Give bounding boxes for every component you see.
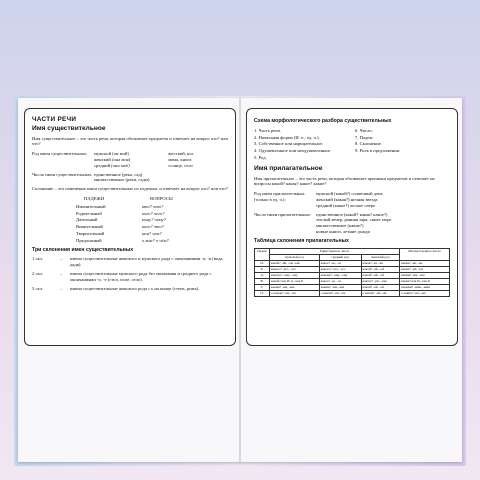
table-cell: какой? -ей, -ой — [361, 266, 400, 272]
case-name: Родительный — [76, 210, 102, 216]
scheme-title: Схема морфологического разбора существительных — [254, 118, 392, 124]
table-cell: какими? -ими, -ыми — [400, 284, 450, 290]
case-row — [76, 231, 196, 237]
left-page — [24, 108, 236, 346]
adjective-gender-row — [254, 191, 450, 208]
table-cell: каких? -их, -ых — [400, 266, 450, 272]
scheme-item: 7. Падеж. — [355, 134, 374, 140]
table-cell: какие? как И., как Р. — [400, 278, 450, 284]
noun-number-row — [32, 172, 228, 184]
table-subheader: женский род — [361, 254, 400, 260]
adjective-number-value: единственное (какой? какая? какое?) — [316, 211, 388, 217]
gender-example: солнце, село — [168, 162, 193, 168]
noun-gender-row — [32, 151, 228, 168]
case-row — [76, 238, 196, 244]
table-cell: о каких? -их, -ых — [400, 290, 450, 296]
adjective-number-value: новые книги, летние дожди — [316, 228, 370, 234]
case-question: кого? что? — [142, 224, 164, 230]
adjective-number-row — [254, 212, 450, 235]
scheme-item: 3. Собственное или нарицательное. — [254, 141, 324, 147]
scheme-list — [254, 128, 450, 163]
gender-value: женский (она моя) — [94, 156, 131, 162]
scheme-item: 1. Часть речи. — [254, 127, 282, 133]
declension-table-title: Таблица склонения прилагательных — [254, 237, 349, 244]
table-cell: какую? -ую, -юю — [361, 278, 400, 284]
declension-number: 3 скл. — [32, 285, 44, 291]
cases-table — [76, 196, 196, 244]
questions-header: ВОПРОСЫ — [150, 195, 173, 201]
case-row — [76, 211, 196, 217]
right-page — [246, 108, 458, 346]
table-cell: какой? как И. п., как Р. — [270, 278, 320, 284]
table-subheader: мужской род — [270, 254, 320, 260]
noun-title: Имя существительное — [32, 124, 106, 132]
gender-example: жесткий, нос — [168, 151, 194, 157]
table-cell: каким? -им, -ым — [270, 284, 320, 290]
declension-item: 1 скл. – имена существительные женского и мужского рода с окончаниями -а, -я (вода, дядя). — [32, 256, 228, 268]
table-cell: о какой? -ей, -ой — [361, 290, 400, 296]
adjective-gender-label: Род имен прилагательных (только в ед. ч.): — [254, 191, 305, 202]
table-subheader: средний род — [319, 254, 361, 260]
case-row — [76, 224, 196, 230]
scheme-item: 2. Начальная форма (И. п., ед. ч.). — [254, 134, 320, 140]
table-cell: какие? -ие, -ые — [400, 260, 450, 266]
adjective-number-value: множественное (какие?) — [316, 223, 364, 229]
case-row — [76, 217, 196, 223]
table-cell: В. — [255, 278, 270, 284]
table-cell: какого? -его, -ого — [319, 266, 361, 272]
table-cell: какой? -ей, -ой — [361, 284, 400, 290]
scheme-item: 9. Роль в предложении. — [355, 148, 401, 154]
number-value: единственное (река, сад) — [94, 171, 143, 177]
table-cell: какой? -ей, -ой — [361, 272, 400, 278]
declension-text: имена существительные женского рода с ь на конце (степь, рожь). — [70, 285, 200, 291]
declension-number: 1 скл. — [32, 256, 44, 262]
declension-text: имена существительные мужского рода без окончания и среднего рода с окончаниями -о, -е (стол, поле, село). — [70, 270, 212, 282]
table-header: Множественное число — [400, 248, 450, 260]
case-name: Дательный — [76, 217, 98, 223]
declension-item: 2 скл. – имена существительные мужского рода без окончания и среднего рода с окончаниями -о, -е (стол, поле, село). — [32, 271, 228, 283]
case-name: Винительный — [76, 224, 103, 230]
adjective-number-label: Число имен прилагательных: — [254, 211, 312, 217]
table-cell: И. — [255, 260, 270, 266]
case-name: Предложный — [76, 237, 102, 243]
noun-definition: Имя существительное – это часть речи, которая обозначает предметы и отвечает на вопрос кто? или что? — [32, 135, 228, 147]
adjective-gender-value: женский (какая?) ночная звезда — [316, 196, 378, 202]
noun-gender-label: Род имен существительных: — [32, 151, 88, 157]
scheme-item: 6. Число. — [355, 127, 373, 133]
adjective-number-value: теплый вечер, ранняя заря, синее море — [316, 217, 392, 223]
table-cell: какая? -ая, -яя — [361, 260, 400, 266]
three-declensions-title: Три склонения имен существительных — [32, 246, 134, 253]
case-row — [76, 204, 196, 210]
gender-example: мама, книга — [168, 156, 192, 162]
adjective-gender-value: мужской (какой?) солнечный день — [316, 191, 383, 197]
table-cell: какому? -ему, -ому — [319, 272, 361, 278]
declension-text: имена существительные женского и мужского рода с окончаниями -а, -я (вода, дядя). — [70, 256, 224, 268]
case-question: кого? чего? — [142, 210, 165, 216]
adjective-definition: Имя прилагательное – это часть речи, которая обозначает признаки предметов и отвечает на вопросы какой? какая? какое? какие? — [254, 175, 435, 187]
table-cell: каким? -им, -ым — [400, 272, 450, 278]
book-spine — [239, 98, 241, 462]
table-cell: какого? -его, -ого — [270, 266, 320, 272]
adjective-gender-value: средний (какое?) лесное озеро — [316, 202, 376, 208]
table-header: Падеж — [255, 248, 270, 260]
table-cell: П. — [255, 290, 270, 296]
table-row — [255, 290, 450, 296]
declension-item: 3 скл. – имена существительные женского рода с ь на конце (степь, рожь). — [32, 286, 228, 292]
table-cell: какое? -ее, -ое — [319, 278, 361, 284]
table-header: Единственное число — [270, 248, 400, 254]
cases-header: ПАДЕЖИ — [84, 195, 105, 201]
section-title: ЧАСТИ РЕЧИ — [32, 116, 77, 123]
case-question: о ком? о чём? — [142, 237, 169, 243]
case-question: кто? что? — [142, 203, 164, 209]
table-cell: о каком? -ем, -ом — [319, 290, 361, 296]
adjective-declension-table — [254, 248, 450, 297]
case-question: кем? чем? — [142, 230, 162, 236]
table-cell: Т. — [255, 284, 270, 290]
table-cell: каким? -им, -ым — [319, 284, 361, 290]
gender-value: средний (оно моё) — [94, 162, 130, 168]
scheme-item: 4. Одушевленное или неодушевленное. — [254, 148, 332, 154]
case-name: Творительный — [76, 230, 105, 236]
case-name: Именительный — [76, 203, 106, 209]
noun-number-label: Число имен существительных: — [32, 171, 93, 177]
adjective-title: Имя прилагательное — [254, 164, 323, 172]
scheme-item: 8. Склонение. — [355, 141, 383, 147]
table-cell: какому? -ему, -ому — [270, 272, 320, 278]
scheme-item: 5. Род. — [254, 154, 267, 160]
table-cell: какой? -ий, -ой, -ый — [270, 260, 320, 266]
declension-number: 2 скл. — [32, 270, 44, 276]
declension-definition: Склонение – это изменение имен существительных по падежам. и отвечает на вопрос кто? или что? — [32, 186, 228, 192]
case-question: кому? чему? — [142, 217, 166, 223]
table-cell: какое? -ее, -ое — [319, 260, 361, 266]
table-cell: Д. — [255, 272, 270, 278]
number-value: множественное (реки, сады) — [94, 177, 150, 183]
gender-value: мужской (он мой) — [94, 151, 129, 157]
table-cell: Р. — [255, 266, 270, 272]
table-cell: о каком? -ем, -ом — [270, 290, 320, 296]
